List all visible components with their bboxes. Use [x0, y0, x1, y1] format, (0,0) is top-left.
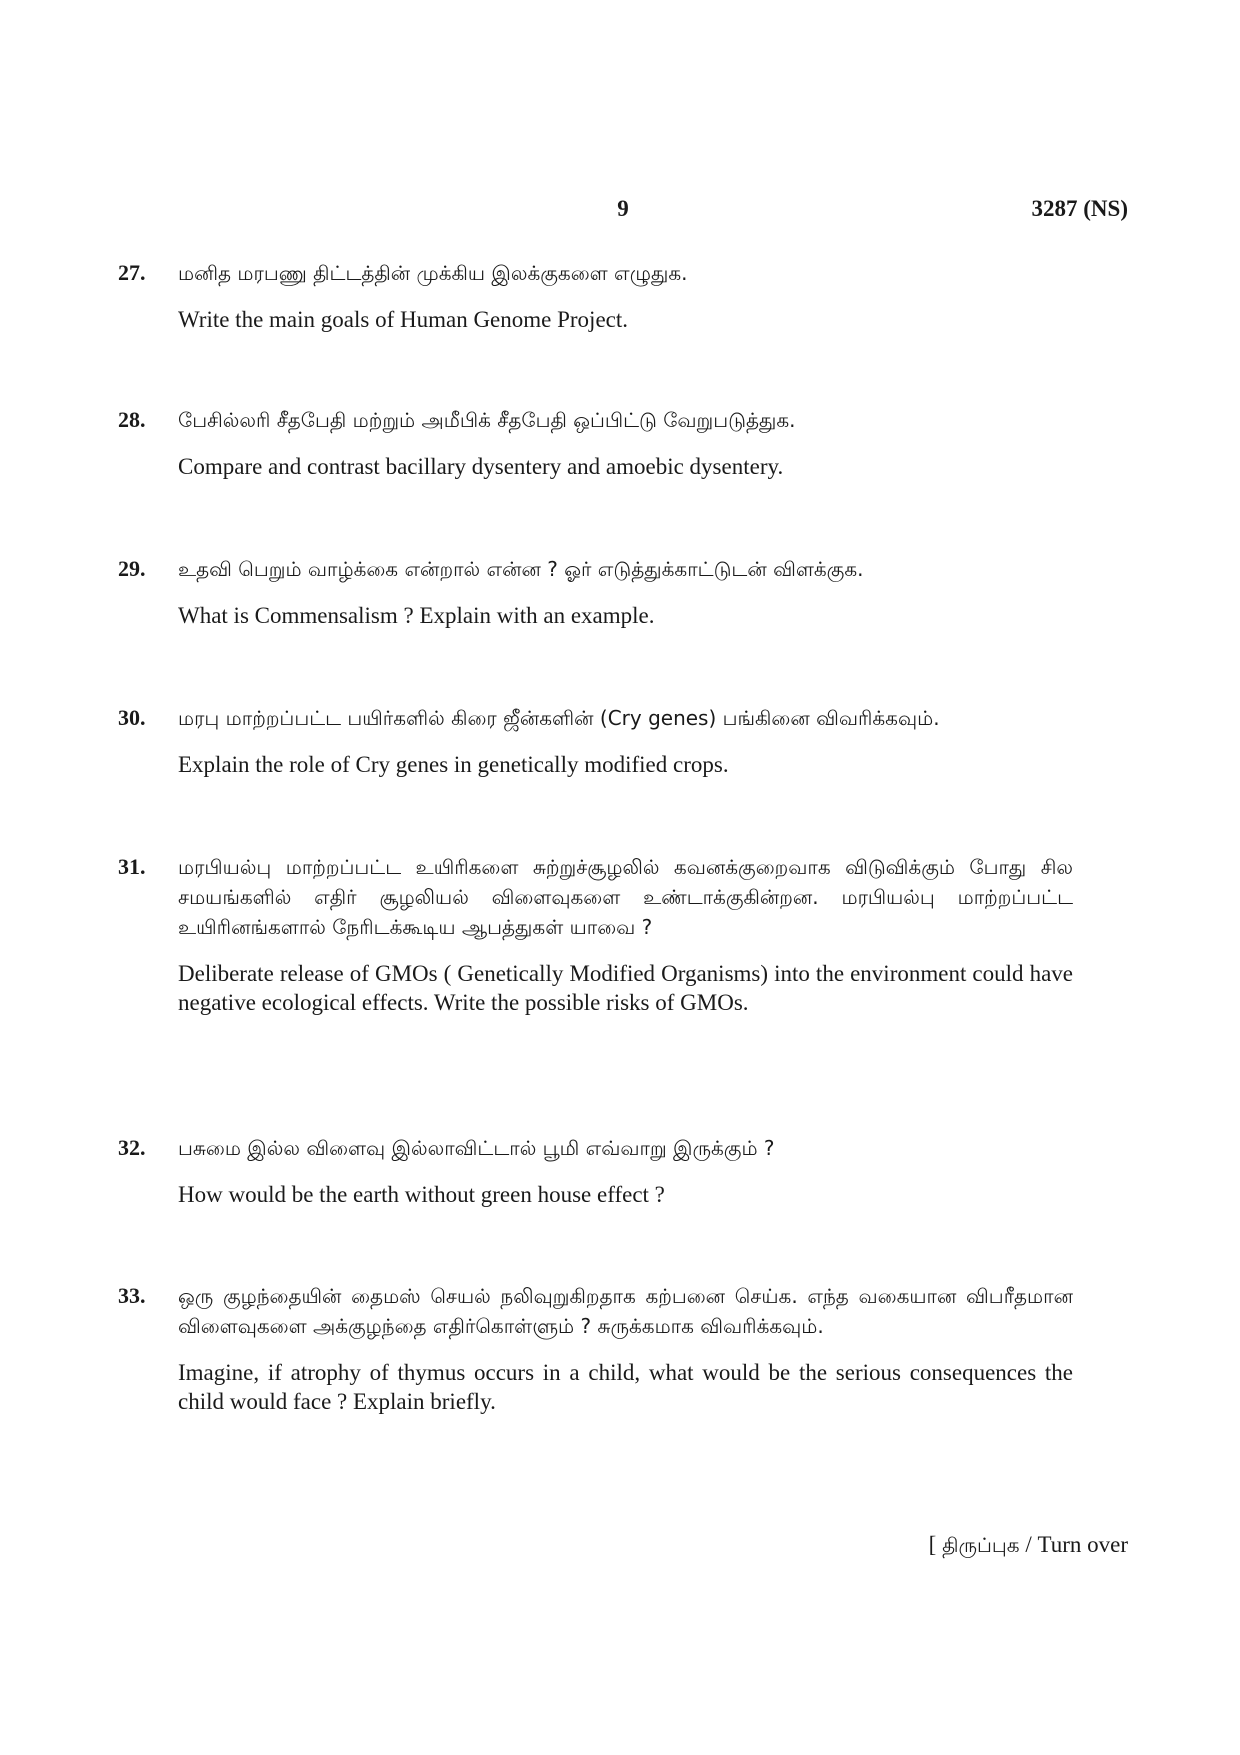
question-number: 33.	[118, 1283, 146, 1308]
question-text-english: Write the main goals of Human Genome Project.	[178, 307, 629, 332]
question-text-tamil: மனித மரபணு திட்டத்தின் முக்கிய இலக்குகளை எழுதுக.	[178, 261, 688, 285]
footer-separator: /	[1025, 1532, 1032, 1557]
question-text-english: How would be the earth without green house effect ?	[178, 1182, 665, 1207]
paper-code: 3287 (NS)	[1031, 196, 1128, 221]
question-number: 31.	[118, 854, 146, 879]
footer-tamil: திருப்புக	[942, 1533, 1020, 1557]
question-text-english: Compare and contrast bacillary dysentery and amoebic dysentery.	[178, 454, 784, 479]
question-text-tamil: ஒரு குழந்தையின் தைமஸ் செயல் நலிவுறுகிறதாக கற்பனை செய்க. எந்த வகையான விபரீதமான விளைவுகளை அக்குழந்தை எதிர்கொள்ளும் ? சுருக்கமாக விவரிக்கவும்.	[178, 1284, 1073, 1338]
question-number: 30.	[118, 705, 146, 730]
page-number: 9	[617, 196, 629, 221]
question-text-tamil: உதவி பெறும் வாழ்க்கை என்றால் என்ன ? ஓர் எடுத்துக்காட்டுடன் விளக்குக.	[178, 557, 864, 581]
footer-english: Turn over	[1037, 1532, 1128, 1557]
question-text-tamil: மரபியல்பு மாற்றப்பட்ட உயிரிகளை சுற்றுச்சூழலில் கவனக்குறைவாக விடுவிக்கும் போது சில சமயங்களில் எதிர் சூழலியல் விளைவுகளை உண்டாக்குகின்றன. மரபியல்பு மாற்றப்பட்ட உயிரினங்களால் நேரிடக்கூடிய ஆபத்துகள் யாவை ?	[178, 855, 1073, 939]
question-number: 28.	[118, 407, 146, 432]
question-text-tamil: பசுமை இல்ல விளைவு இல்லாவிட்டால் பூமி எவ்வாறு இருக்கும் ?	[178, 1136, 775, 1160]
question-number: 27.	[118, 260, 146, 285]
question-text-english: Imagine, if atrophy of thymus occurs in a child, what would be the serious consequences the child would face ? Explain briefly.	[178, 1360, 1073, 1414]
question-number: 29.	[118, 556, 146, 581]
turn-over-note	[929, 1532, 1128, 1560]
footer-bracket: [	[928, 1532, 937, 1557]
question-text-tamil: மரபு மாற்றப்பட்ட பயிர்களில் கிரை ஜீன்களின் (Cry genes) பங்கினை விவரிக்கவும்.	[178, 706, 940, 730]
question-number: 32.	[118, 1135, 146, 1160]
question-text-english: Explain the role of Cry genes in genetically modified crops.	[178, 752, 729, 777]
question-text-tamil: பேசில்லரி சீதபேதி மற்றும் அமீபிக் சீதபேதி ஒப்பிட்டு வேறுபடுத்துக.	[178, 408, 796, 432]
question-text-english: What is Commensalism ? Explain with an example.	[178, 603, 655, 628]
question-text-english: Deliberate release of GMOs ( Genetically Modified Organisms) into the environment could have negative ecological effects. Write the possible risks of GMOs.	[178, 961, 1073, 1015]
